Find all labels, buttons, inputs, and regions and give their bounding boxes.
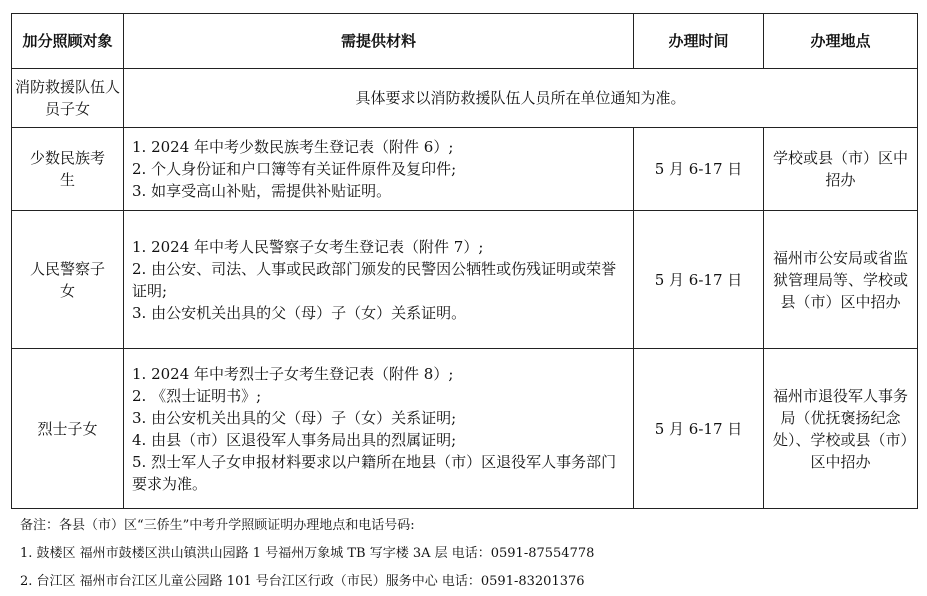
material-item: 1. 2024 年中考少数民族考生登记表（附件 6）; [132, 138, 454, 156]
table-row [12, 349, 918, 509]
table-row [12, 69, 918, 128]
table-row [12, 128, 918, 211]
notes-item: 2. 台江区 福州市台江区儿童公园路 101 号台江区行政（市民）服务中心 电话：0591-83201376 [20, 574, 585, 589]
notes-item: 1. 鼓楼区 福州市鼓楼区洪山镇洪山园路 1 号福州万象城 TB 写字楼 3A 层 电话：0591-87554778 [20, 546, 595, 561]
row-merged-note: 具体要求以消防救援队伍人员所在单位通知为准。 [124, 69, 918, 128]
material-item: 2. 《烈士证明书》; [132, 386, 262, 405]
material-item: 1. 2024 年中考人民警察子女考生登记表（附件 7）; [132, 237, 484, 256]
policy-table [11, 13, 918, 509]
row-materials [124, 211, 634, 349]
material-item: 3. 由公安机关出具的父（母）子（女）关系证明。 [132, 303, 467, 322]
header-time: 办理时间 [634, 14, 764, 69]
row-location: 福州市退役军人事务局（优抚褒扬纪念处）、学校或县（市）区中招办 [764, 349, 918, 509]
material-item: 1. 2024 年中考烈士子女考生登记表（附件 8）; [132, 364, 454, 383]
material-item: 4. 由县（市）区退役军人事务局出具的烈属证明; [132, 430, 457, 449]
row-time: 5 月 6-17 日 [634, 211, 764, 349]
row-target: 少数民族考生 [12, 128, 124, 211]
notes-heading: 备注：各县（市）区“三侨生”中考升学照顾证明办理地点和电话号码: [20, 518, 415, 533]
row-time: 5 月 6-17 日 [634, 349, 764, 509]
row-location: 福州市公安局或省监狱管理局等、学校或县（市）区中招办 [764, 211, 918, 349]
row-target: 人民警察子女 [12, 211, 124, 349]
row-materials [124, 128, 634, 211]
row-materials [124, 349, 634, 509]
notes-section [20, 512, 594, 596]
row-time: 5 月 6-17 日 [634, 128, 764, 211]
header-target: 加分照顾对象 [12, 14, 124, 69]
row-target: 烈士子女 [12, 349, 124, 509]
row-target: 消防救援队伍人员子女 [12, 69, 124, 128]
table-row [12, 211, 918, 349]
header-location: 办理地点 [764, 14, 918, 69]
material-item: 2. 个人身份证和户口簿等有关证件原件及复印件; [132, 160, 457, 178]
material-item: 2. 由公安、司法、人事或民政部门颁发的民警因公牺牲或伤残证明或荣誉证明; [132, 259, 617, 300]
material-item: 3. 由公安机关出具的父（母）子（女）关系证明; [132, 408, 457, 427]
material-item: 5. 烈士军人子女申报材料要求以户籍所在地县（市）区退役军人事务部门要求为准。 [132, 452, 617, 493]
row-location: 学校或县（市）区中招办 [764, 128, 918, 211]
material-item: 3. 如享受高山补贴，需提供补贴证明。 [132, 182, 392, 200]
table-header-row [12, 14, 918, 69]
header-materials: 需提供材料 [124, 14, 634, 69]
